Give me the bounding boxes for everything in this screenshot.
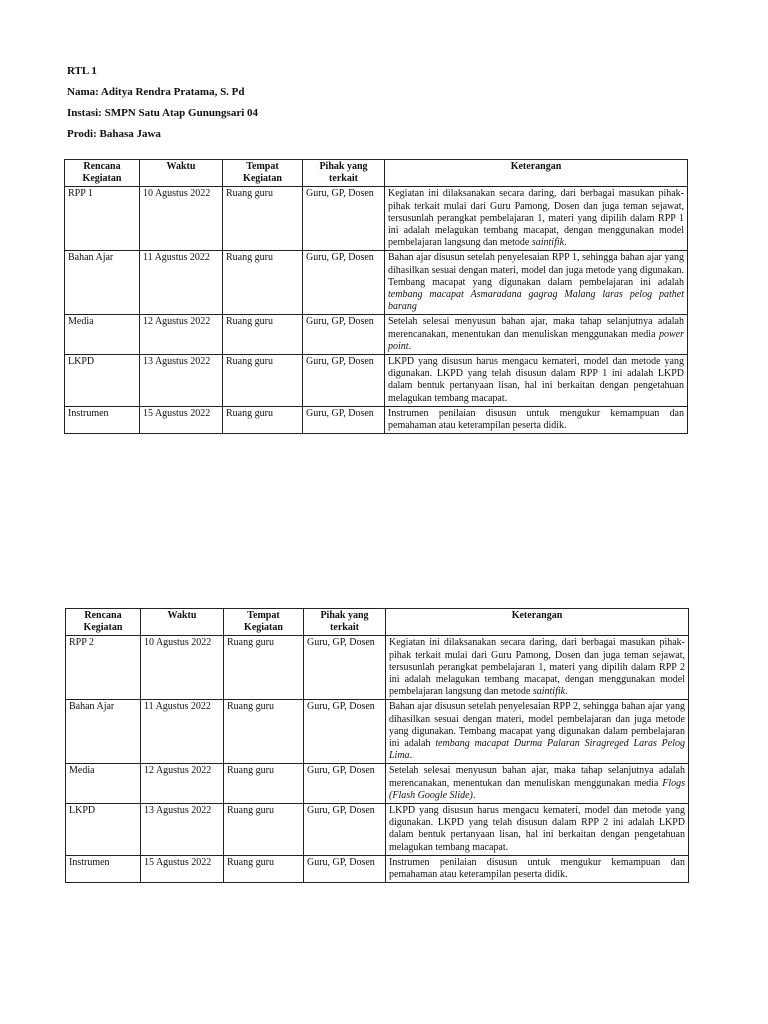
cell-keterangan (385, 406, 688, 433)
table-row (66, 636, 689, 700)
cell-pihak: Guru, GP, Dosen (303, 406, 385, 433)
keterangan-end-text: . (472, 789, 476, 801)
table-row (65, 251, 688, 315)
keterangan-italic-text: tembang macapat Durma Palaran Siragreged Laras Pelog Lima (389, 738, 685, 762)
keterangan-text: Setelah selesai menyusun bahan ajar, maka tahap selanjutnya adalah merencanakan, menentukan dan menuliskan menggunakan media (389, 765, 685, 789)
cell-rencana-kegiatan: Bahan Ajar (65, 251, 140, 315)
header-rencana-kegiatan: Rencana Kegiatan (65, 160, 140, 187)
header-keterangan: Keterangan (385, 160, 688, 187)
keterangan-italic-text: power point (388, 328, 684, 352)
cell-tempat: Ruang guru (224, 804, 304, 856)
header-rencana-kegiatan: Rencana Kegiatan (66, 609, 141, 636)
cell-tempat: Ruang guru (224, 764, 304, 804)
table-row (65, 315, 688, 355)
cell-keterangan (386, 700, 689, 764)
document-title: RTL 1 (67, 65, 97, 77)
header-pihak-terkait: Pihak yang terkait (303, 160, 385, 187)
keterangan-text: Bahan ajar disusun setelah penyelesaian RPP 1, sehingga bahan ajar yang dihasilkan sesuai dengan materi, model dan juga metode yang digunakan. Tembang macapat yang digunakan dalam pembelajaran ini adalah (388, 252, 684, 288)
table-header-row (65, 160, 688, 187)
header-waktu: Waktu (141, 609, 224, 636)
cell-keterangan (385, 355, 688, 407)
header-tempat-kegiatan: Tempat Kegiatan (224, 609, 304, 636)
rtl-table-1 (64, 159, 688, 434)
cell-keterangan (385, 251, 688, 315)
header-waktu: Waktu (140, 160, 223, 187)
keterangan-italic-text: Flogs (Flash Google Slide) (389, 777, 685, 801)
table-row (65, 406, 688, 433)
cell-rencana-kegiatan: Bahan Ajar (66, 700, 141, 764)
table-row (66, 855, 689, 882)
cell-tempat: Ruang guru (224, 636, 304, 700)
author-name: Nama: Aditya Rendra Pratama, S. Pd (67, 86, 245, 98)
cell-waktu: 15 Agustus 2022 (140, 406, 223, 433)
header-pihak-terkait: Pihak yang terkait (304, 609, 386, 636)
cell-keterangan (386, 855, 689, 882)
cell-waktu: 13 Agustus 2022 (141, 804, 224, 856)
cell-keterangan (385, 187, 688, 251)
keterangan-text: Kegiatan ini dilaksanakan secara daring, dari berbagai masukan pihak-pihak terkait mulai dari Guru Pamong, Dosen dan juga teman sejawat, tersusunlah perangkat pembelajaran 1, materi yang dipilih dalam RPP 2 ini adalah melagukan tembang macapat, dengan menggunakan model pembelajaran langsung dan metode (389, 637, 685, 698)
cell-waktu: 10 Agustus 2022 (140, 187, 223, 251)
cell-keterangan (386, 636, 689, 700)
cell-pihak: Guru, GP, Dosen (304, 804, 386, 856)
cell-pihak: Guru, GP, Dosen (303, 251, 385, 315)
cell-pihak: Guru, GP, Dosen (303, 315, 385, 355)
document-header (67, 64, 258, 148)
cell-rencana-kegiatan: LKPD (65, 355, 140, 407)
cell-keterangan (386, 804, 689, 856)
keterangan-end-text: . (565, 686, 568, 698)
keterangan-end-text: . (564, 237, 567, 249)
keterangan-text: Setelah selesai menyusun bahan ajar, maka tahap selanjutnya adalah merencanakan, menentukan dan menuliskan menggunakan media (388, 316, 684, 340)
keterangan-italic-text: saintifik (532, 686, 566, 698)
keterangan-italic-text: tembang macapat Asmaradana gagrag Malang laras pelog pathet barang (388, 289, 684, 313)
cell-pihak: Guru, GP, Dosen (303, 187, 385, 251)
header-tempat-kegiatan: Tempat Kegiatan (223, 160, 303, 187)
rtl-table-2 (65, 608, 689, 883)
keterangan-text: Instrumen penilaian disusun untuk mengukur kemampuan dan pemahaman atau keterampilan peserta didik. (388, 407, 684, 432)
table-row (66, 804, 689, 856)
keterangan-text: Instrumen penilaian disusun untuk mengukur kemampuan dan pemahaman atau keterampilan peserta didik. (389, 856, 685, 881)
keterangan-text: Bahan ajar disusun setelah penyelesaian RPP 2, sehingga bahan ajar yang dihasilkan sesuai dengan materi, model pembelajaran dan juga metode yang digunakan. Tembang macapat yang digunakan dalam pembelajaran ini adalah (389, 701, 685, 750)
cell-tempat: Ruang guru (223, 251, 303, 315)
table-row (65, 187, 688, 251)
cell-waktu: 15 Agustus 2022 (141, 855, 224, 882)
cell-waktu: 13 Agustus 2022 (140, 355, 223, 407)
cell-waktu: 12 Agustus 2022 (140, 315, 223, 355)
table-header-row (66, 609, 689, 636)
cell-waktu: 11 Agustus 2022 (140, 251, 223, 315)
cell-rencana-kegiatan: Instrumen (65, 406, 140, 433)
school-name: Instasi: SMPN Satu Atap Gunungsari 04 (67, 107, 259, 119)
cell-rencana-kegiatan: RPP 2 (66, 636, 141, 700)
cell-tempat: Ruang guru (224, 700, 304, 764)
table-row (66, 700, 689, 764)
cell-keterangan (385, 315, 688, 355)
cell-rencana-kegiatan: Instrumen (66, 855, 141, 882)
cell-tempat: Ruang guru (223, 315, 303, 355)
cell-tempat: Ruang guru (223, 355, 303, 407)
cell-pihak: Guru, GP, Dosen (304, 636, 386, 700)
cell-rencana-kegiatan: Media (65, 315, 140, 355)
cell-tempat: Ruang guru (224, 855, 304, 882)
keterangan-end-text: . (409, 750, 413, 762)
cell-rencana-kegiatan: LKPD (66, 804, 141, 856)
cell-pihak: Guru, GP, Dosen (304, 700, 386, 764)
cell-pihak: Guru, GP, Dosen (303, 355, 385, 407)
keterangan-text: Kegiatan ini dilaksanakan secara daring, dari berbagai masukan pihak-pihak terkait mulai dari Guru Pamong, Dosen dan juga teman sejawat, tersusunlah perangkat pembelajaran 1, materi yang dipilih dalam RPP 1 ini adalah melagukan tembang macapat, dengan menggunakan model pembelajaran langsung dan metode (388, 188, 684, 249)
table-row (65, 355, 688, 407)
cell-pihak: Guru, GP, Dosen (304, 855, 386, 882)
keterangan-italic-text: saintifik (531, 237, 565, 249)
cell-keterangan (386, 764, 689, 804)
table-row (66, 764, 689, 804)
keterangan-end-text: . (408, 340, 412, 352)
cell-rencana-kegiatan: Media (66, 764, 141, 804)
cell-tempat: Ruang guru (223, 406, 303, 433)
cell-waktu: 11 Agustus 2022 (141, 700, 224, 764)
cell-pihak: Guru, GP, Dosen (304, 764, 386, 804)
cell-waktu: 12 Agustus 2022 (141, 764, 224, 804)
cell-tempat: Ruang guru (223, 187, 303, 251)
header-keterangan: Keterangan (386, 609, 689, 636)
cell-rencana-kegiatan: RPP 1 (65, 187, 140, 251)
keterangan-text: LKPD yang disusun harus mengacu kemateri, model dan metode yang digunakan. LKPD yang telah disusun dalam RPP 1 ini adalah LKPD dalam bentuk pertanyaan lisan, hal ini berkaitan dengan pengetahuan melagukan tembang macapat. (388, 356, 684, 404)
keterangan-text: LKPD yang disusun harus mengacu kemateri, model dan metode yang digunakan. LKPD yang telah disusun dalam RPP 2 ini adalah LKPD dalam bentuk pertanyaan lisan, hal ini berkaitan dengan pengetahuan melagukan tembang macapat. (389, 805, 685, 853)
study-program: Prodi: Bahasa Jawa (67, 128, 161, 140)
cell-waktu: 10 Agustus 2022 (141, 636, 224, 700)
